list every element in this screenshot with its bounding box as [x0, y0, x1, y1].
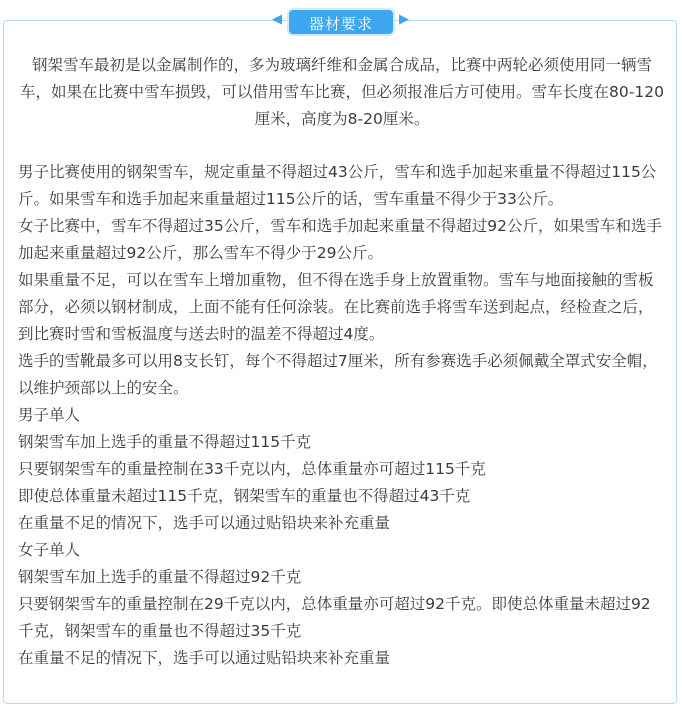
women-rule-3: 在重量不足的情况下，选手可以通过贴铅块来补充重量	[18, 649, 391, 667]
women-rule-1: 钢架雪车加上选手的重量不得超过92千克	[18, 568, 302, 586]
right-arrow-decoration-icon: ▶	[399, 12, 409, 27]
men-rule-4: 在重量不足的情况下，选手可以通过贴铅块来补充重量	[18, 514, 391, 532]
paragraph-boots-helmet: 选手的雪靴最多可以用8支长钉，每个不得超过7厘米，所有参赛选手必须佩戴全罩式安全帽，以维护颈部以上的安全。	[18, 352, 658, 397]
section-header	[0, 0, 682, 40]
section-title-badge: 器材要求	[287, 8, 395, 36]
intro-paragraph: 钢架雪车最初是以金属制作的，多为玻璃纤维和金属合成品，比赛中两轮必须使用同一辆雪车，如果在比赛中雪车损毁，可以借用雪车比赛，但必须报准后方可使用。雪车长度在80-120厘米，高度为8-20厘米。	[20, 56, 664, 128]
men-rule-2: 只要钢架雪车的重量控制在33千克以内，总体重量亦可超过115千克	[18, 460, 486, 478]
heading-women-single: 女子单人	[18, 541, 81, 559]
men-rule-1: 钢架雪车加上选手的重量不得超过115千克	[18, 433, 312, 451]
left-arrow-decoration-icon: ◀	[272, 12, 282, 27]
paragraph-weight-runners: 如果重量不足，可以在雪车上增加重物，但不得在选手身上放置重物。雪车与地面接触的雪板部分，必须以钢材制成，上面不能有任何涂装。在比赛前选手将雪车送到起点，经检查之后，到比赛时雪和雪板温度与送去时的温差不得超过4度。	[18, 271, 654, 343]
article-body	[18, 52, 666, 672]
men-rule-3: 即使总体重量未超过115千克，钢架雪车的重量也不得超过43千克	[18, 487, 471, 505]
women-rule-2: 只要钢架雪车的重量控制在29千克以内，总体重量亦可超过92千克。即使总体重量未超过92千克，钢架雪车的重量也不得超过35千克	[18, 595, 651, 640]
paragraph-men-rules: 男子比赛使用的钢架雪车，规定重量不得超过43公斤，雪车和选手加起来重量不得超过115公斤。如果雪车和选手加起来重量超过115公斤的话，雪车重量不得少于33公斤。	[18, 163, 657, 208]
paragraph-women-rules: 女子比赛中，雪车不得超过35公斤，雪车和选手加起来重量不得超过92公斤，如果雪车和选手加起来重量超过92公斤，那么雪车不得少于29公斤。	[18, 217, 662, 262]
heading-men-single: 男子单人	[18, 406, 81, 424]
